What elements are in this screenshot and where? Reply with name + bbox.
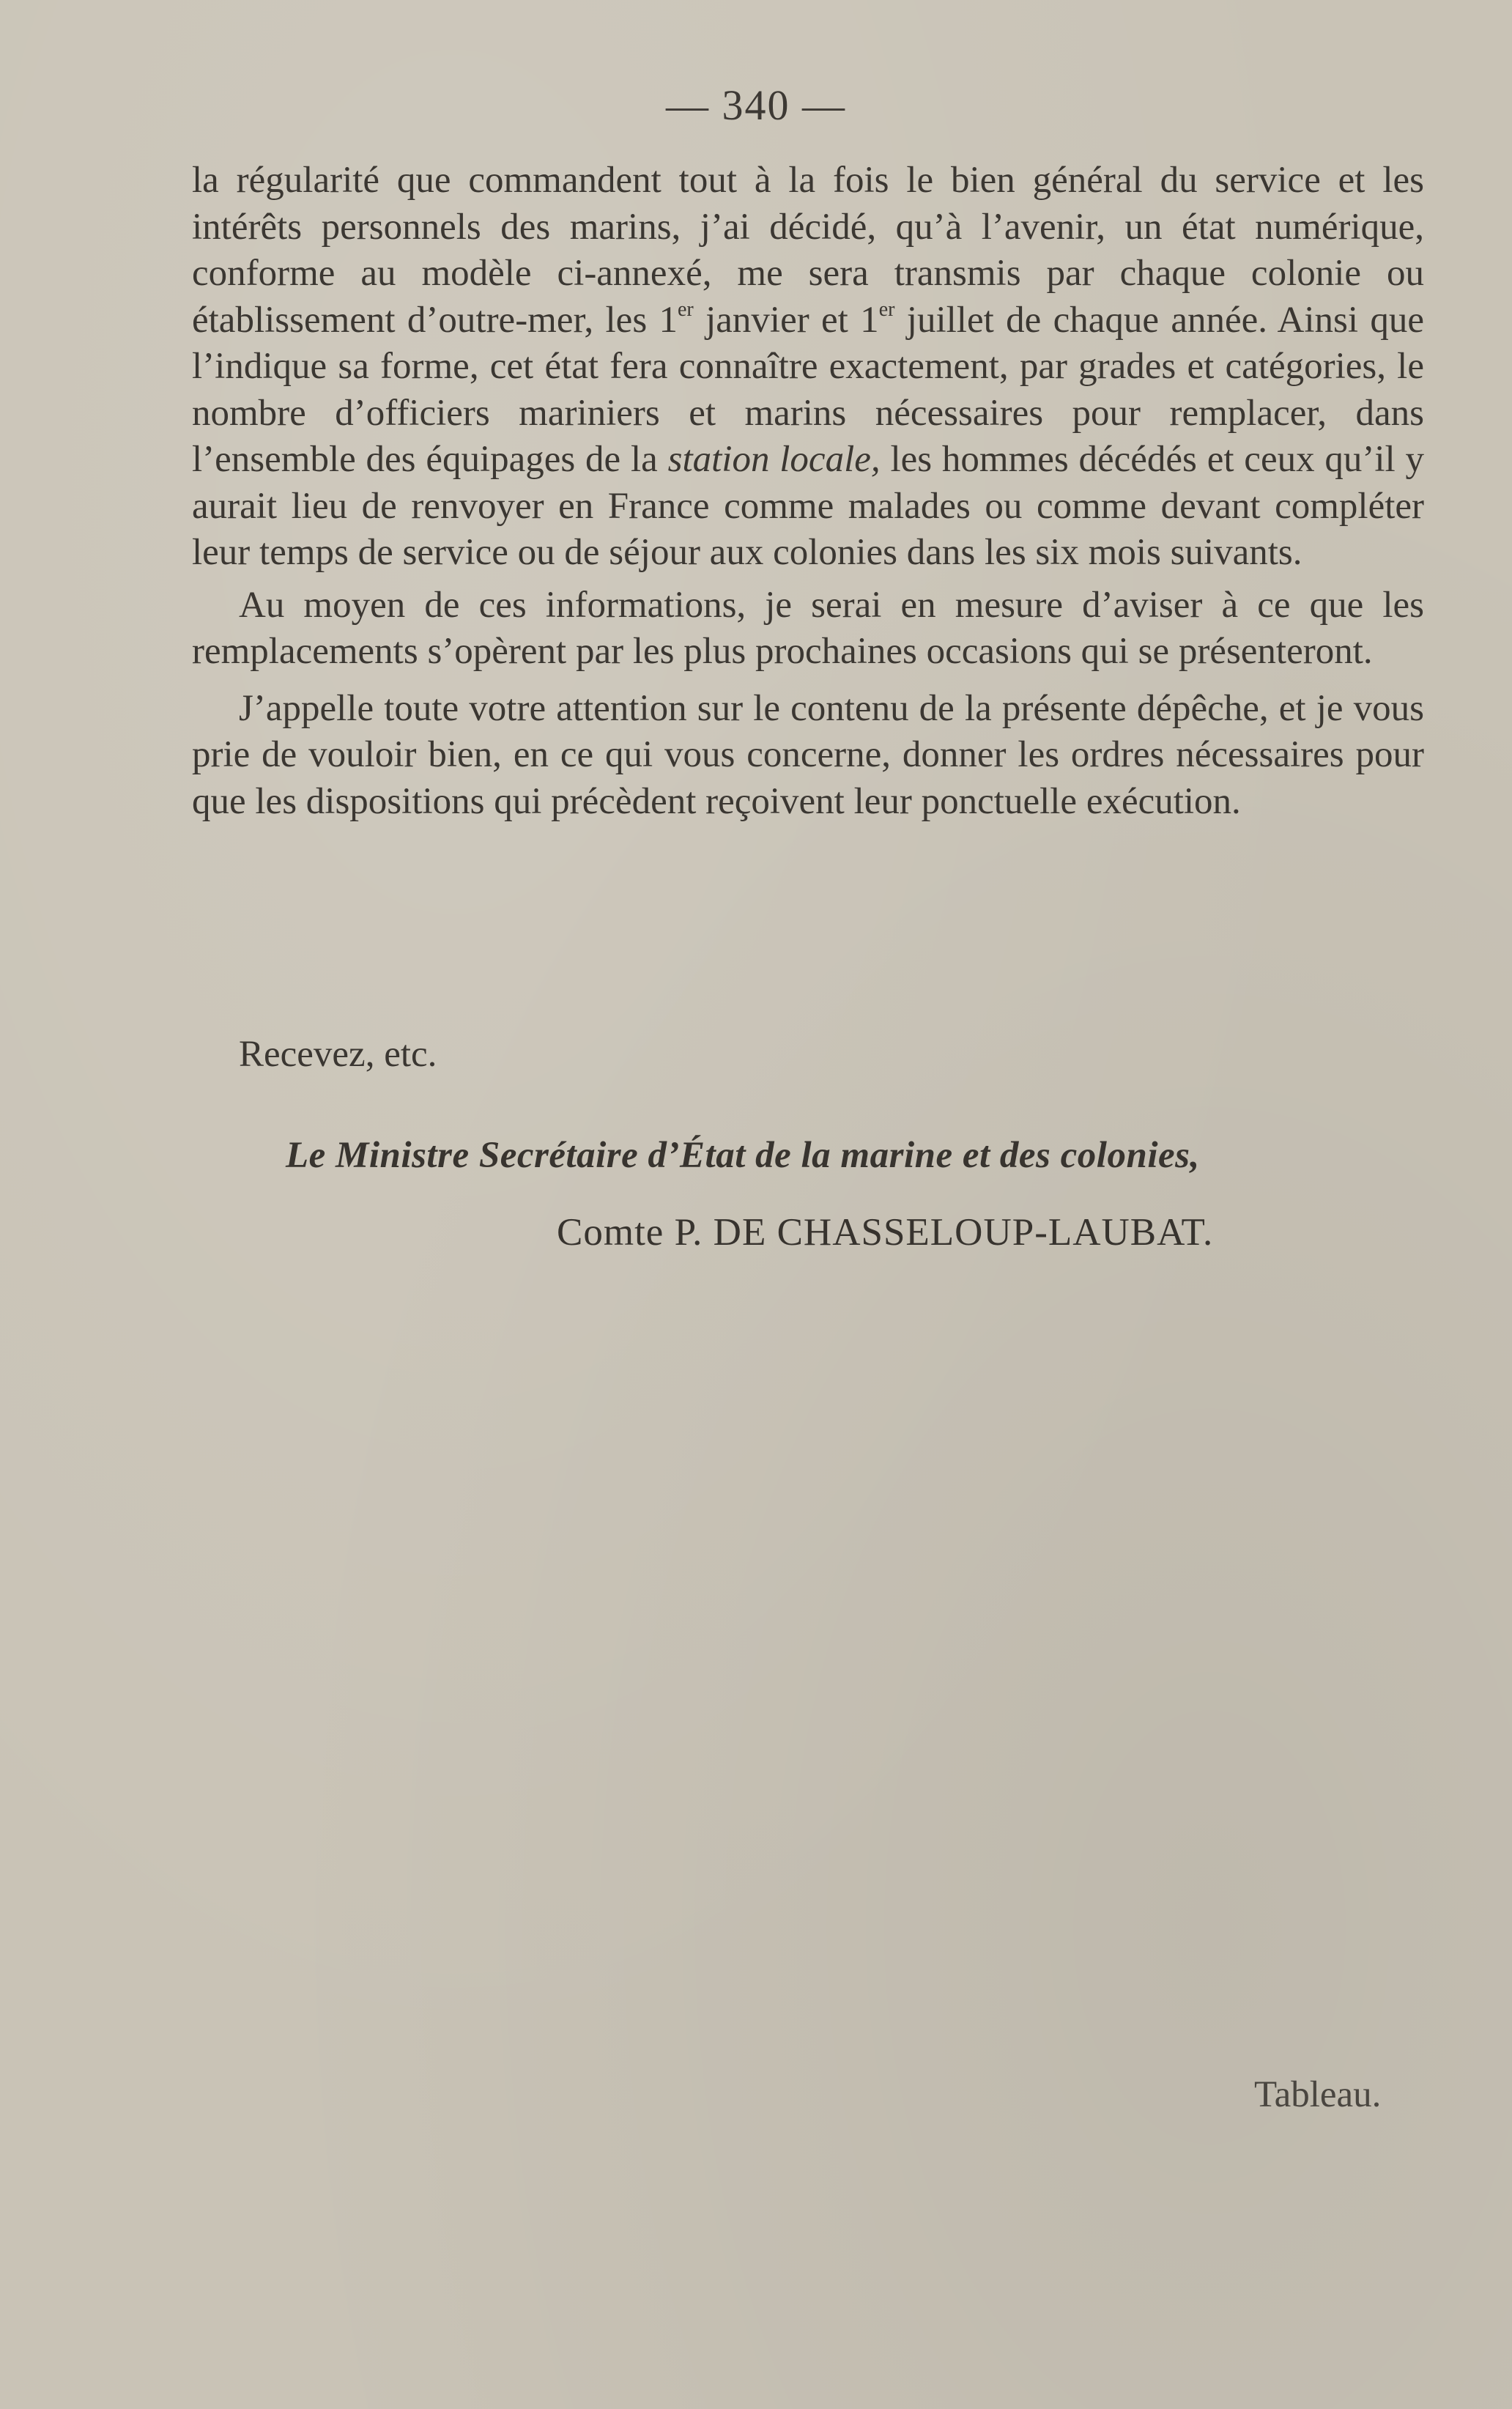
catchword: Tableau. — [1254, 2074, 1382, 2115]
superscript-er-2: er — [878, 297, 895, 321]
paragraph-3: J’appelle toute votre attention sur le contenu de la présente dépêche, et je vous prie de vouloir bien, en ce qui vous concerne, donner les ordres nécessaires pour que les dispositions qui précèdent reçoivent leur ponctuelle exécution. — [192, 687, 1424, 822]
paragraph-1-italic: station locale, — [667, 439, 881, 480]
closing-formula: Recevez, etc. — [239, 1034, 437, 1075]
paragraph-1 — [192, 158, 1424, 577]
paragraph-2: Au moyen de ces informations, je serai en mesure d’aviser à ce que les remplacements s’opèrent par les plus prochaines occasions qui se présenteront. — [192, 584, 1424, 672]
paragraph-1-part-b: janvier et 1 — [693, 299, 879, 341]
page-number: — 340 — — [666, 81, 846, 129]
superscript-er-1: er — [678, 297, 694, 321]
paragraph-1-part-a: la régularité que commandent tout à la fois le bien général du service et les intérêts personnels des marins, j’ai décidé, qu’à l’avenir, un état numérique, conforme au modèle ci-annexé, me sera transmis par chaque colonie ou établissement d’outre-mer, les 1 — [192, 160, 1424, 341]
signature-title: Le Ministre Secrétaire d’État de la marine et des colonies, — [286, 1135, 1200, 1176]
body-text — [192, 158, 1424, 825]
paragraph-1-part-c: juillet de chaque année. Ainsi que l’indique sa forme, cet état fera connaître exactement, par grades et catégories, le nombre d’officiers mariniers et marins nécessaires pour remplacer, dans l’ensemble des équipages de la — [192, 299, 1424, 480]
paragraph-1-part-d: les hommes décédés et ceux qu’il y aurait lieu de renvoyer en France comme malades ou comme devant compléter leur temps de service ou de séjour aux colonies dans les six mois suivants. — [192, 439, 1425, 573]
signature-name: Comte P. DE CHASSELOUP-LAUBAT. — [557, 1211, 1214, 1254]
